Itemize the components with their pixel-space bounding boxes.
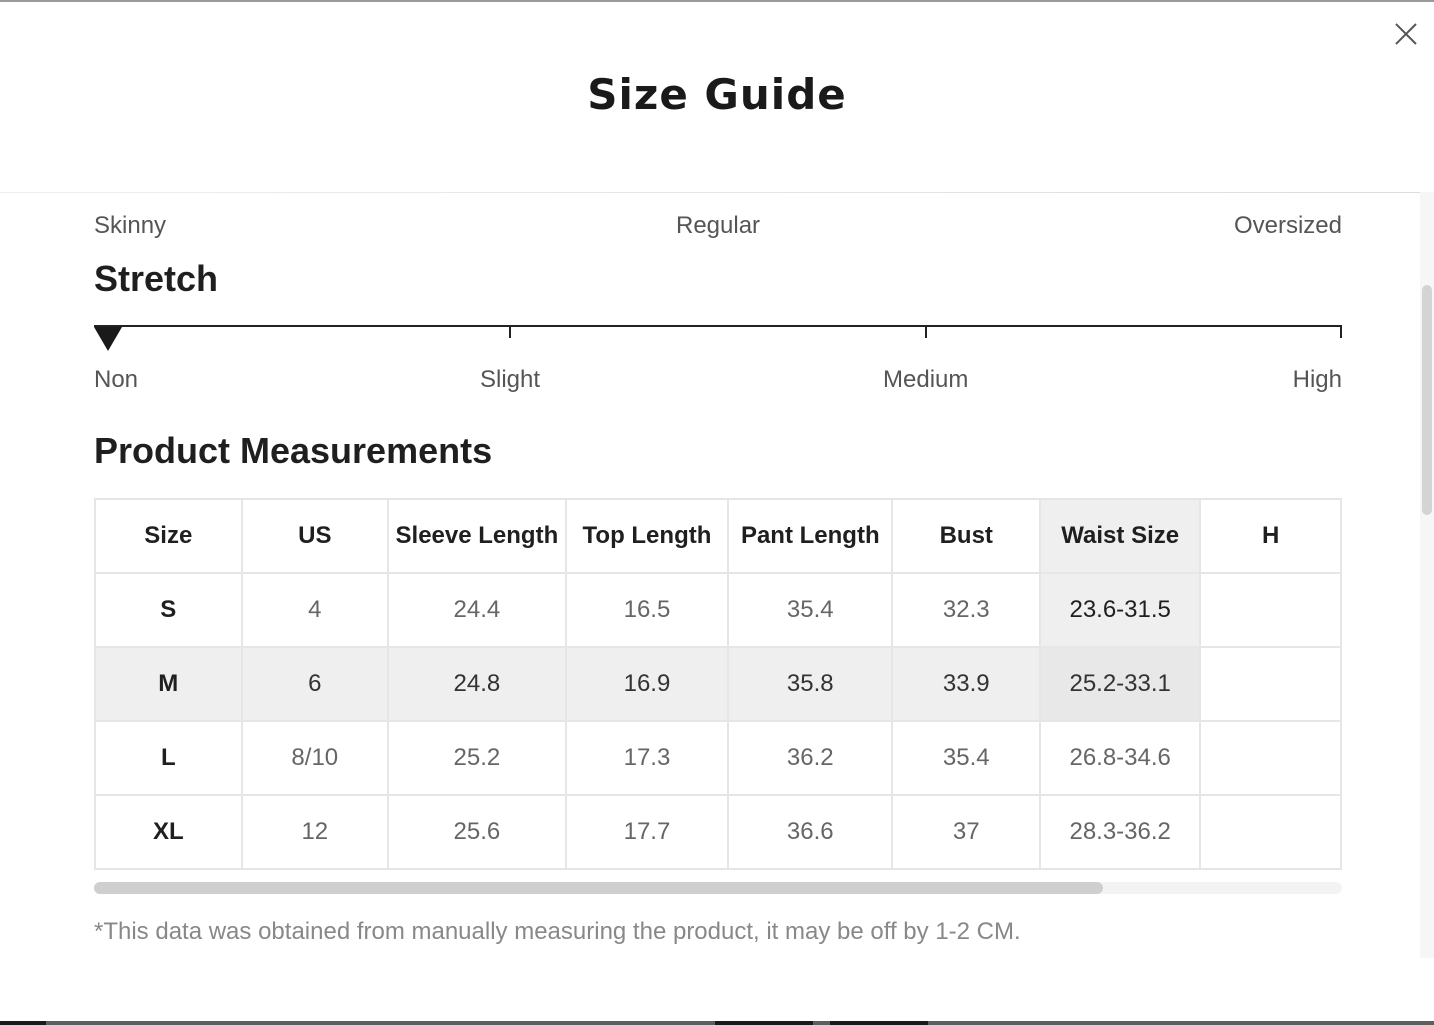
- stretch-tick-medium: [925, 325, 927, 338]
- header-sleeve-length: Sleeve Length: [388, 499, 566, 573]
- cell-bust: 35.4: [892, 721, 1040, 795]
- cell-us: 4: [242, 573, 388, 647]
- close-button[interactable]: [1392, 20, 1420, 48]
- table-row[interactable]: [95, 721, 1341, 795]
- modal-title: Size Guide: [587, 70, 847, 119]
- cell-pant-length: 35.8: [728, 647, 892, 721]
- header-pant-length: Pant Length: [728, 499, 892, 573]
- header-size: Size: [95, 499, 242, 573]
- cell-hip: [1200, 721, 1341, 795]
- cell-waist-size: 23.6-31.5: [1040, 573, 1200, 647]
- table-header-row: [95, 499, 1341, 573]
- bottom-edge: [0, 1021, 1434, 1025]
- modal-scrollbar-thumb[interactable]: [1422, 285, 1432, 515]
- cell-hip: [1200, 647, 1341, 721]
- cell-waist-size: 25.2-33.1: [1040, 647, 1200, 721]
- cell-hip: [1200, 795, 1341, 869]
- fit-label-oversized: Oversized: [1233, 212, 1342, 239]
- stretch-label-high: High: [1292, 366, 1342, 393]
- header-bust: Bust: [892, 499, 1040, 573]
- close-icon: [1392, 20, 1420, 48]
- fit-label-skinny: Skinny: [94, 212, 167, 239]
- header-top-length: Top Length: [566, 499, 728, 573]
- cell-top-length: 17.3: [566, 721, 728, 795]
- measurements-table: [94, 498, 1342, 870]
- cell-top-length: 17.7: [566, 795, 728, 869]
- measurement-note: *This data was obtained from manually measuring the product, it may be off by 1-2 CM.: [94, 918, 1021, 945]
- cell-waist-size: 28.3-36.2: [1040, 795, 1200, 869]
- measurements-table-scroller[interactable]: [94, 498, 1342, 880]
- cell-bust: 37: [892, 795, 1040, 869]
- table-scrollbar-thumb[interactable]: [94, 882, 1103, 894]
- stretch-scale: [94, 325, 1342, 327]
- cell-bust: 32.3: [892, 573, 1040, 647]
- stretch-label-medium: Medium: [883, 366, 969, 393]
- cell-us: 12: [242, 795, 388, 869]
- cell-us: 6: [242, 647, 388, 721]
- cell-sleeve-length: 25.6: [388, 795, 566, 869]
- top-border: [0, 0, 1434, 2]
- header-waist-size: Waist Size: [1040, 499, 1200, 573]
- cell-size: M: [95, 647, 242, 721]
- cell-size: S: [95, 573, 242, 647]
- stretch-label-non: Non: [94, 366, 139, 393]
- fit-label-regular: Regular: [676, 212, 761, 239]
- header-us: US: [242, 499, 388, 573]
- stretch-pointer-icon: [94, 327, 122, 351]
- cell-waist-size: 26.8-34.6: [1040, 721, 1200, 795]
- cell-top-length: 16.9: [566, 647, 728, 721]
- cell-sleeve-length: 24.8: [388, 647, 566, 721]
- clipped-content-edge: [0, 192, 1420, 193]
- cell-top-length: 16.5: [566, 573, 728, 647]
- header-hip-clipped: H: [1200, 499, 1341, 573]
- cell-bust: 33.9: [892, 647, 1040, 721]
- cell-pant-length: 36.2: [728, 721, 892, 795]
- cell-sleeve-length: 24.4: [388, 573, 566, 647]
- cell-size: XL: [95, 795, 242, 869]
- measurements-title: Product Measurements: [94, 430, 493, 471]
- size-guide-content[interactable]: [0, 192, 1420, 992]
- cell-sleeve-length: 25.2: [388, 721, 566, 795]
- stretch-tick-high: [1340, 325, 1342, 338]
- cell-size: L: [95, 721, 242, 795]
- cell-pant-length: 35.4: [728, 573, 892, 647]
- stretch-label-slight: Slight: [480, 366, 541, 393]
- cell-hip: [1200, 573, 1341, 647]
- cell-pant-length: 36.6: [728, 795, 892, 869]
- table-row[interactable]: [95, 573, 1341, 647]
- stretch-title: Stretch: [94, 258, 219, 299]
- table-row[interactable]: [95, 795, 1341, 869]
- stretch-tick-slight: [509, 325, 511, 338]
- table-row[interactable]: [95, 647, 1341, 721]
- cell-us: 8/10: [242, 721, 388, 795]
